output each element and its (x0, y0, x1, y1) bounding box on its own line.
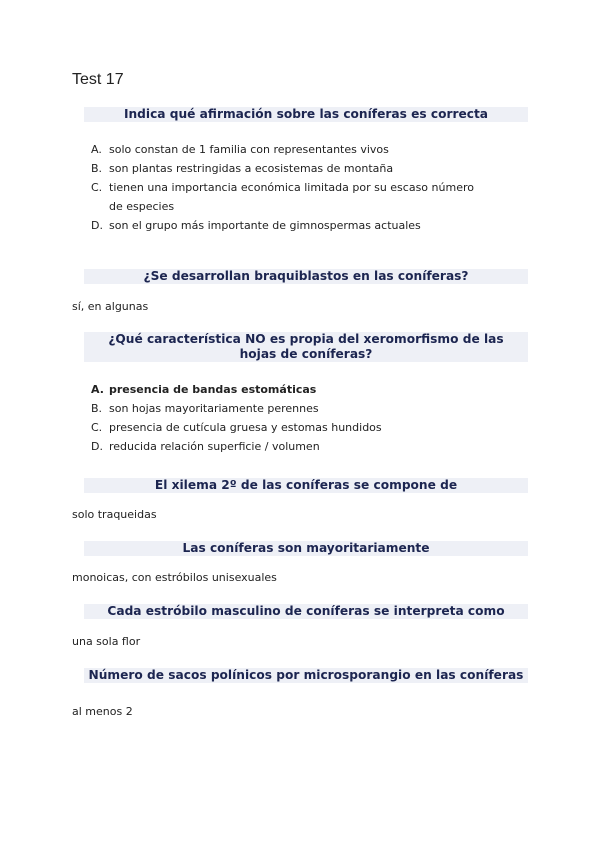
option (91, 418, 491, 437)
question-heading: El xilema 2º de las coníferas se compone de (84, 478, 528, 493)
answer-text: solo traqueidas (72, 508, 157, 521)
question-heading: Indica qué afirmación sobre las coníferas es correcta (84, 107, 528, 122)
option (91, 399, 491, 418)
option-text: solo constan de 1 familia con representantes vivos (109, 143, 389, 156)
page-title: Test 17 (72, 71, 124, 88)
option-letter: D. (91, 440, 103, 453)
question-heading: Cada estróbilo masculino de coníferas se interpreta como (84, 604, 528, 619)
question-heading: Número de sacos polínicos por microsporangio en las coníferas (84, 668, 528, 683)
answer-text: al menos 2 (72, 705, 133, 718)
option-letter: C. (91, 181, 103, 194)
option-letter: A. (91, 143, 102, 156)
option-text: presencia de cutícula gruesa y estomas hundidos (109, 421, 382, 434)
option-text: son hojas mayoritariamente perennes (109, 402, 319, 415)
option-text: presencia de bandas estomáticas (109, 383, 317, 396)
question-heading: ¿Se desarrollan braquiblastos en las coníferas? (84, 269, 528, 284)
option-letter: B. (91, 162, 103, 175)
answer-text: una sola flor (72, 635, 141, 648)
options-list (91, 380, 491, 456)
option-text: son el grupo más importante de gimnospermas actuales (109, 219, 421, 232)
option (91, 437, 491, 456)
option-letter: C. (91, 421, 103, 434)
option-letter: A. (91, 383, 104, 396)
option (91, 140, 491, 159)
option-text: reducida relación superficie / volumen (109, 440, 320, 453)
option-letter: B. (91, 402, 103, 415)
answer-text: sí, en algunas (72, 300, 149, 313)
question-heading: Las coníferas son mayoritariamente (84, 541, 528, 556)
option (91, 178, 491, 216)
options-list (91, 140, 491, 235)
option-text: son plantas restringidas a ecosistemas de montaña (109, 162, 394, 175)
answer-text: monoicas, con estróbilos unisexuales (72, 571, 277, 584)
option-selected (91, 380, 491, 399)
option-text: tienen una importancia económica limitada por su escaso número de especies (109, 181, 474, 213)
question-heading: ¿Qué característica NO es propia del xeromorfismo de las hojas de coníferas? (84, 332, 528, 362)
option (91, 159, 491, 178)
option-letter: D. (91, 219, 103, 232)
option (91, 216, 491, 235)
